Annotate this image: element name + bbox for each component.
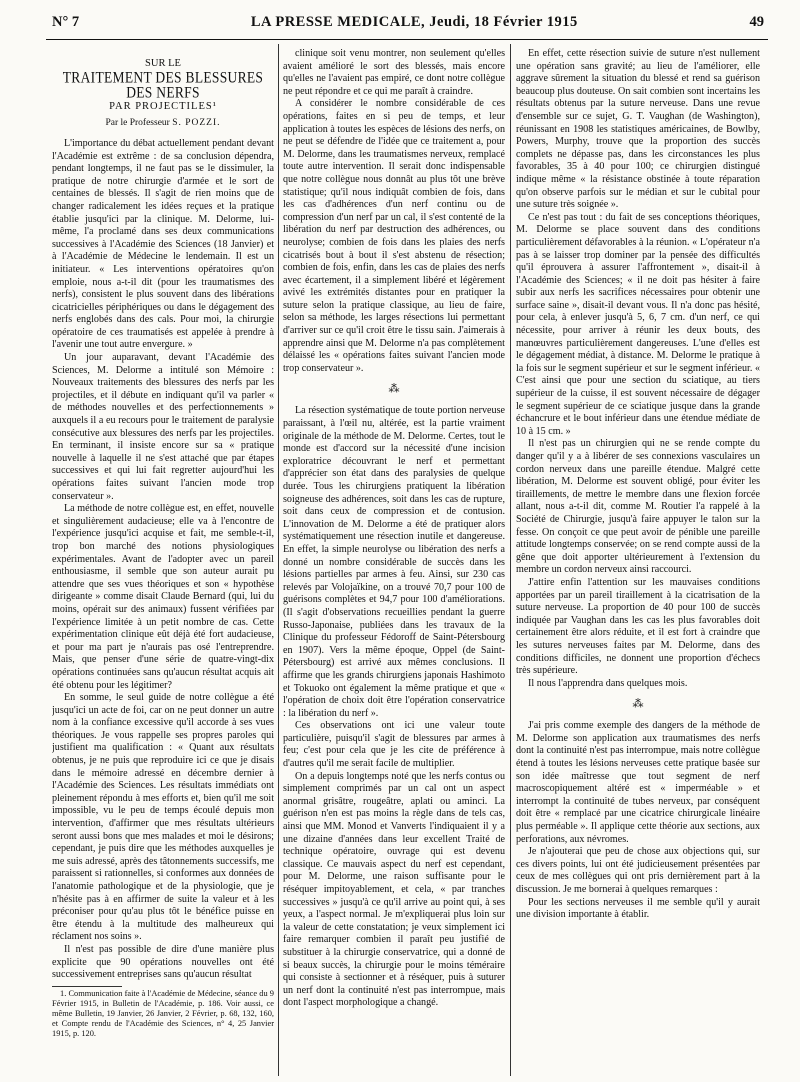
column-rule-1	[278, 44, 279, 1076]
paragraph: A considérer le nombre considérable de ces opérations, faites en si peu de temps, et leur application à toutes les espèces de lésions des nerfs, on ne peut se défendre de l'idée que ce traitement a, pour M. Delorme, dans les traumatismes nerveux, remplacé toute autre intervention. Il serait donc indispensable que notre collègue nous donnât au plus tôt une brève statistique; qu'il nous indiquât combien de fois, dans les cas d'adhérences d'un nerf continu ou de compression d'un nerf par un cal, il s'est contenté de la libération du nerf par destruction des adhérences, ou neurolyse; combien de fois dans les plaies des nerfs cicatrisés bout à bout il s'est abstenu de résection; combien de fois, enfin, dans les cas de plaies des nerfs avec écartement, il a simplement libéré et légèrement avivé les extrémités distantes pour en pratiquer la suture selon la pratique classique, au lieu de faire, selon sa méthode, les larges résections lui permettant d'arriver sur ce qu'il croit être le tissu sain. J'aimerais à apprendre ainsi que M. Delorme n'a pas complètement délaissé les « opérations faites suivant l'ancien mode trop conservateur ».	[283, 98, 505, 374]
paragraph: Il nous l'apprendra dans quelques mois.	[528, 677, 688, 689]
paragraph: Je n'ajouterai que peu de chose aux objections qui, sur ces divers points, lui ont été judicieusement présentées par ceux de mes collègues qui ont pris dernièrement part à la discussion. Je me bornerai à quelques remarques :	[516, 846, 760, 895]
column-3	[516, 48, 760, 1074]
paragraph: J'attire enfin l'attention sur les mauvaises conditions apportées par un pareil tiraillement à la cicatrisation de la suture nerveuse. La proportion de 40 pour 100 de succès indiquée par Vaughan dans les cas les plus favorables doit certainement être alors réduite, et il est fort à craindre que les sutures nerveuses faites par M. Delorme, dans des conditions difficiles, ne donnent une proportion d'échecs très supérieure.	[516, 576, 760, 677]
author-prefix: Par le Professeur	[105, 118, 170, 129]
author-name: S. POZZI.	[172, 118, 221, 129]
journal-title: LA PRESSE MEDICALE, Jeudi, 18 Février 1915	[250, 14, 578, 30]
paragraph: Un jour auparavant, devant l'Académie des Sciences, M. Delorme a intitulé son Mémoire : Nouveaux traitements des blessures des nerfs par les projectiles, et il débute en indiquant qu'il va parler « de méthodes nouvelles et des perfectionnements » auxquels il a eu recours pour le traitement de paralysie consécutive aux blessures des nerfs par les projectiles. En terminant, il insiste encore sur sa « pratique nouvelle à laquelle il ne s'est attaché que par étapes successives et qui lui fait regretter aujourd'hui les opérations faites suivant l'ancien mode trop conservateur ».	[52, 352, 274, 502]
paragraph: clinique soit venu montrer, non seulement qu'elles avaient amélioré le sort des blessés, mais encore qu'elles ne l'avaient pas empiré, ce dont notre collègue ne peut répondre et ce qui me paraît à craindre.	[283, 48, 505, 97]
paragraph: Ce n'est pas tout : du fait de ses conceptions théoriques, M. Delorme se place souvent dans des conditions particulièrement défavorables à la réunion. « L'opérateur n'a pas à se laisser trop dominer par la pensée des difficultés qu'il éprouvera à assurer l'affrontement », disait-il à l'Académie des Sciences; « il ne doit pas hésiter à faire subir aux nerfs les sacrifices nécessaires pour obtenir une surface saine », disait-il devant vous. Il n'a donc pas hésité, pour cela, à enlever jusqu'à 5, 6, 7 cm. d'un nerf, ce qui nécessite, pour arriver à réunir les deux bouts, des manœuvres particulièrement dangereuses. L'une d'elles est le dégagement médiat, à distance. M. Delorme le pratique à la fois sur le segment supérieur et sur le segment inférieur. « C'est ainsi que pour une section du sciatique, au tiers supérieur de la cuisse, il est souvent nécessaire de dégager le segment supérieur de ce sciatique jusque dans la grande échancrure et le bout inférieur dans une étendue médiate de 10 à 15 cm. »	[516, 211, 760, 437]
paragraph: L'importance du débat actuellement pendant devant l'Académie est extrême : de sa conclusion dépendra, pendant longtemps, il ne faut pas se le dissimuler, la pratique de notre chirurgie d'armée et le sort de centaines de blessés. Il s'agit de rien moins que de changer radicalement les idées reçues et la pratique établie jusqu'ici par la clinique. M. Delorme, lui-même, l'a proclamé dans ses deux communications successives à l'Académie des Sciences (18 Janvier) et à l'Académie de Médecine le lendemain. Il est un initiateur. « Les interventions opératoires qu'on emploie, nous a-t-il dit (pour les traumatismes des nerfs), consistent le plus souvent dans des libérations cicatricielles périphériques ou dans le dégagement des nerfs englobés dans des cals. Pour moi, la chirurgie opératoire de ces traumatisés est appelée à prendre à l'avenir une tout autre envergure. »	[52, 137, 274, 351]
issue-number: N° 7	[52, 14, 80, 30]
footnote-rule	[52, 986, 122, 987]
column-2	[283, 48, 505, 1074]
section-separator: ⁂	[388, 383, 400, 396]
article-kicker: SUR LE	[145, 58, 181, 69]
section-separator: ⁂	[632, 698, 644, 711]
paragraph: La résection systématique de toute portion nerveuse paraissant, à l'œil nu, altérée, est la partie vraiment originale de la méthode de M. Delorme. Certes, tout le monde est d'accord sur la nécessité d'une incision exploratrice découvrant le nerf et permettant d'apprécier son état dans des paralysies de quelque durée. Tous les chirurgiens pratiquent la libération soigneuse des adhérences, soit dans les cas de rupture, soit dans ceux de compression et de contusion. L'innovation de M. Delorme a été de pratiquer alors systématiquement une résection inutile et dangereuse. En effet, la simple neurolyse ou libération des nerfs a donné un nombre considérable de succès dans les lésions partielles par armes à feu. Ainsi, sur 230 cas relevés par Volojaïkine, on a trouvé 70,7 pour 100 de guérisons complètes et 94,7 pour 100 d'améliorations. (Il s'agit d'observations recueillies pendant la guerre Russo-Japonaise, publiées dans les travaux de la Clinique du professeur Fédoroff de Saint-Pétersbourg en 1907). Vers la même époque, Oppel (de Saint-Pétersbourg) est arrivé aux mêmes conclusions. Il affirme que les grands chirurgiens japonais Hashimoto et Tokuoko ont également la même pratique et que « l'opération de choix doit être l'opération conservatrice : la libération du nerf ».	[283, 405, 505, 719]
paragraph: Pour les sections nerveuses il me semble qu'il y aurait une division importante à établir.	[516, 896, 760, 921]
paragraph: Il n'est pas possible de dire d'une manière plus explicite que 90 opérations nouvelles ont été successivement entreprises sans qu'aucun résultat	[52, 943, 274, 981]
column-rule-2	[510, 44, 511, 1076]
running-header	[52, 14, 764, 36]
header-rule	[46, 39, 768, 40]
paragraph: On a depuis longtemps noté que les nerfs contus ou simplement comprimés par un cal ont un aspect anormal grisâtre, rougeâtre, aplati ou aminci. La guérison n'en est pas moins la règle dans de tels cas, ainsi que MM. Monod et Vanverts l'indiquaient il y a une dizaine d'années dans leur excellent Traité de technique opératoire, ouvrage qui est devenu classique. Ce mauvais aspect du nerf est cependant, pour M. Delorme, une raison suffisante pour le réséquer impitoyablement, et cela, « par tranches successives » jusqu'à ce qu'il arrive au point qui, à ses yeux, a l'aspect normal. Je m'expliquerai plus loin sur la valeur de cette constatation; je veux simplement ici faire remarquer combien il paraît peu justifié de substituer à la chirurgie conservatrice, qui a donné de si beaux succès, la chirurgie pour le moins téméraire qui consiste à sectionner et à réséquer, puis à suturer un nerf dont la continuité n'est pas interrompue, mais dont l'aspect morphologique a changé.	[283, 770, 505, 1009]
page-number: 49	[749, 14, 764, 30]
paragraph: J'ai pris comme exemple des dangers de la méthode de M. Delorme son application aux traumatismes des nerfs dont la continuité n'est pas interrompue, mais notre collègue étend à toutes les lésions nerveuses cette pratique basée sur son idée maîtresse que tout segment de nerf macroscopiquement altéré est « imperméable » et interrompt la continuité de tubes nerveux, par conséquent doit être « remplacé par une cicatrice chirurgicale linéaire plus perméable ». Il applique cette théorie aux sections, aux perforations, aux névromes.	[516, 720, 760, 845]
paragraph: La méthode de notre collègue est, en effet, nouvelle et singulièrement audacieuse; elle va à l'encontre de l'expérience jusqu'ici acquise et fait, me semble-t-il, trop bon marché des notions physiologiques expérimentales. Avant de l'adopter avec un pareil enthousiasme, il semble que son auteur aurait pu attendre que ses vues théoriques et son « hypothèse dirigeante » comme disait Claude Bernard (qui, lui du moins, opérait sur des animaux) fussent vérifiées par l'expérience limitée à un petit nombre de cas. Cette expérimentation clinique eût déjà été fort audacieuse, et pour ma part je n'aurais pas osé l'entreprendre. Mais, que penser d'une série de quatre-vingt-dix opérations continuées sans qu'aucun résultat acquis ait été obtenu pour les légitimer?	[52, 503, 274, 691]
article-subtitle: PAR PROJECTILES¹	[109, 100, 217, 112]
paragraph: En effet, cette résection suivie de suture n'est nullement une opération sans gravité; au lieu de l'améliorer, elle aggrave sûrement la situation du blessé et rend sa guérison beaucoup plus douteuse. On sait combien sont incertains les résultats obtenus par la suture nerveuse. Dans une revue d'ensemble sur ce sujet, G. T. Vaughan (de Washington), réunissant en 1908 les statistiques américaines, de Bowlby, Powers, Murphy, trouve que la proportion des succès complets ne dépasse pas, dans les circonstances les plus favorables, 35 à 40 pour 100; ce chirurgien distingué indique même « la résistance obstinée à toute réparation qu'on observe parfois sur le médian et sur le cubital pour une suture très soignée ».	[516, 48, 760, 211]
article-byline	[52, 117, 274, 130]
article-title: TRAITEMENT DES BLESSURES DES NERFS	[62, 68, 264, 101]
paragraph: Il n'est pas un chirurgien qui ne se rende compte du danger qu'il y a à libérer de ses connexions vasculaires un cordon nerveux dans une pareille étendue. Malgré cette libération, M. Delorme est souvent obligé, pour éviter les tiraillements, de mettre le membre dans une flexion forcée allant, nous a-t-il dit, comme M. Routier l'a rappelé à la Société de Chirurgie, jusqu'à faire appuyer le talon sur la fesse. On conçoit ce que peut avoir de pénible une pareille attitude longtemps conservée; on se rend compte aussi de la gêne que doit apporter ultérieurement à l'extension du membre un cordon nerveux ainsi raccourci.	[516, 438, 760, 576]
paragraph: En somme, le seul guide de notre collègue a été jusqu'ici un acte de foi, car on ne peut donner un autre nom à la confiance excessive qu'il accorde à ses vues théoriques. Je vous rappelle ses propres paroles qui justifient ma qualification : « Quant aux résultats obtenus, je ne puis que reproduire ici ce que je disais dans le mémoire adressé en décembre dernier à l'Académie des Sciences. Les résultats immédiats ont pleinement répondu à mes efforts et, bien qu'il me soit impossible, vu le peu de temps écoulé depuis mon intervention, d'affirmer que mes résultats ultérieurs seront aussi bons que mes malades et moi le désirons; cependant, je puis dire que les méthodes auxquelles je me suis adressé, après des tâtonnements successifs, me paraissent si rationnelles, si conformes aux données de l'anatomie pathologique et de la physiologie, que je n'hésite pas à en affirmer de suite la valeur et à les préconiser pour qu'au plus tôt le bénéfice puisse en être étendu à la multitude des malheureux qui réclament nos soins ».	[52, 692, 274, 943]
column-1	[52, 48, 274, 1074]
footnote: 1. Communication faite à l'Académie de Médecine, séance du 9 Février 1915, in Bulletin de l'Académie, p. 186. Voir aussi, ce même Bulletin, 19 Janvier, 26 Janvier, 2 Février, p. 68, 132, 160, et Compte rendu de l'Académie des Sciences, n° 4, 25 Janvier 1915, p. 120.	[52, 988, 274, 1038]
paragraph: Ces observations ont ici une valeur toute particulière, puisqu'il s'agit de blessures par armes à feu; c'est pour cela que je les cite de préférence à d'autres qu'il me serait facile de multiplier.	[283, 720, 505, 770]
